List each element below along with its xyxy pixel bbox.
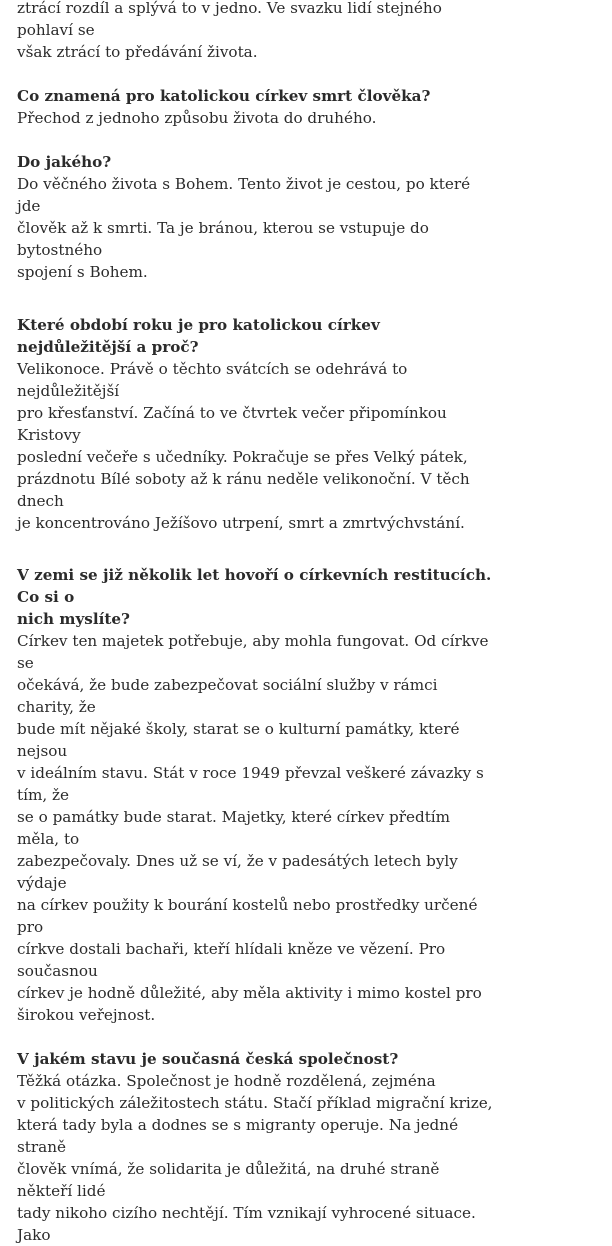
answer-text: širokou veřejnost. — [17, 1006, 156, 1024]
qa-restitutions — [17, 564, 497, 1026]
question-text: V zemi se již několik let hovoří o církevních restitucích. Co si o — [17, 566, 492, 606]
answer-text: zabezpečovaly. Dnes už se ví, že v padesátých letech byly výdaje — [17, 852, 458, 892]
answer-text: se o památky bude starat. Majetky, které církev předtím měla, to — [17, 808, 451, 848]
answer-text: v politických záležitostech státu. Stačí příklad migrační krize, — [17, 1094, 493, 1112]
question-text: nich myslíte? — [17, 610, 130, 628]
answer-text: člověk až k smrti. Ta je bránou, kterou se vstupuje do bytostného — [17, 219, 429, 259]
answer-text: Velikonoce. Právě o těchto svátcích se odehrává to nejdůležitější — [17, 360, 408, 400]
answer-text: Přechod z jednoho způsobu života do druhého. — [17, 109, 377, 127]
answer-text: poslední večeře s učedníky. Pokračuje se přes Velký pátek, — [17, 448, 468, 466]
answer-text: prázdnotu Bílé soboty až k ránu neděle velikonoční. V těch dnech — [17, 470, 470, 510]
answer-text: která tady byla a dodnes se s migranty operuje. Na jedné straně — [17, 1116, 459, 1156]
answer-text: pro křesťanství. Začíná to ve čtvrtek večer připomínkou Kristovy — [17, 404, 447, 444]
answer-text: Těžká otázka. Společnost je hodně rozdělená, zejména — [17, 1072, 436, 1090]
answer-text: církve dostali bachaři, kteří hlídali kněze ve vězení. Pro současnou — [17, 940, 446, 980]
answer-text: Do věčného života s Bohem. Tento život je cestou, po které jde — [17, 175, 471, 215]
question-text: Co znamená pro katolickou církev smrt člověka? — [17, 87, 431, 105]
text-line: však ztrácí to předávání života. — [17, 43, 258, 61]
answer-text: církev je hodně důležité, aby měla aktivity i mimo kostel pro — [17, 984, 482, 1002]
answer-text: bude mít nějaké školy, starat se o kulturní památky, které nejsou — [17, 720, 460, 760]
answer-text: je koncentrováno Ježíšovo utrpení, smrt a zmrtvýchvstání. — [17, 514, 465, 532]
answer-text: v ideálním stavu. Stát v roce 1949 převzal veškeré závazky s tím, že — [17, 764, 484, 804]
answer-text: očekává, že bude zabezpečovat sociální služby v rámci charity, že — [17, 676, 438, 716]
qa-death — [17, 85, 497, 129]
answer-text: na církev použity k bourání kostelů nebo prostředky určené pro — [17, 896, 478, 936]
question-text: Které období roku je pro katolickou církev nejdůležitější a proč? — [17, 316, 380, 356]
intro-paragraph — [17, 0, 497, 63]
qa-which-life — [17, 151, 497, 283]
answer-text: člověk vnímá, že solidarita je důležitá, na druhé straně někteří lidé — [17, 1160, 440, 1200]
text-line: ztrácí rozdíl a splývá to v jedno. Ve svazku lidí stejného pohlaví se — [17, 0, 442, 39]
question-text: V jakém stavu je současná česká společnost? — [17, 1050, 399, 1068]
answer-text: tady nikoho cizího nechtějí. Tím vznikají vyhrocené situace. Jako — [17, 1204, 476, 1244]
article-body — [17, 0, 497, 1246]
question-text: Do jakého? — [17, 153, 112, 171]
answer-text: spojení s Bohem. — [17, 263, 148, 281]
answer-text: Církev ten majetek potřebuje, aby mohla fungovat. Od církve se — [17, 632, 489, 672]
qa-society — [17, 1048, 497, 1246]
qa-season — [17, 314, 497, 534]
